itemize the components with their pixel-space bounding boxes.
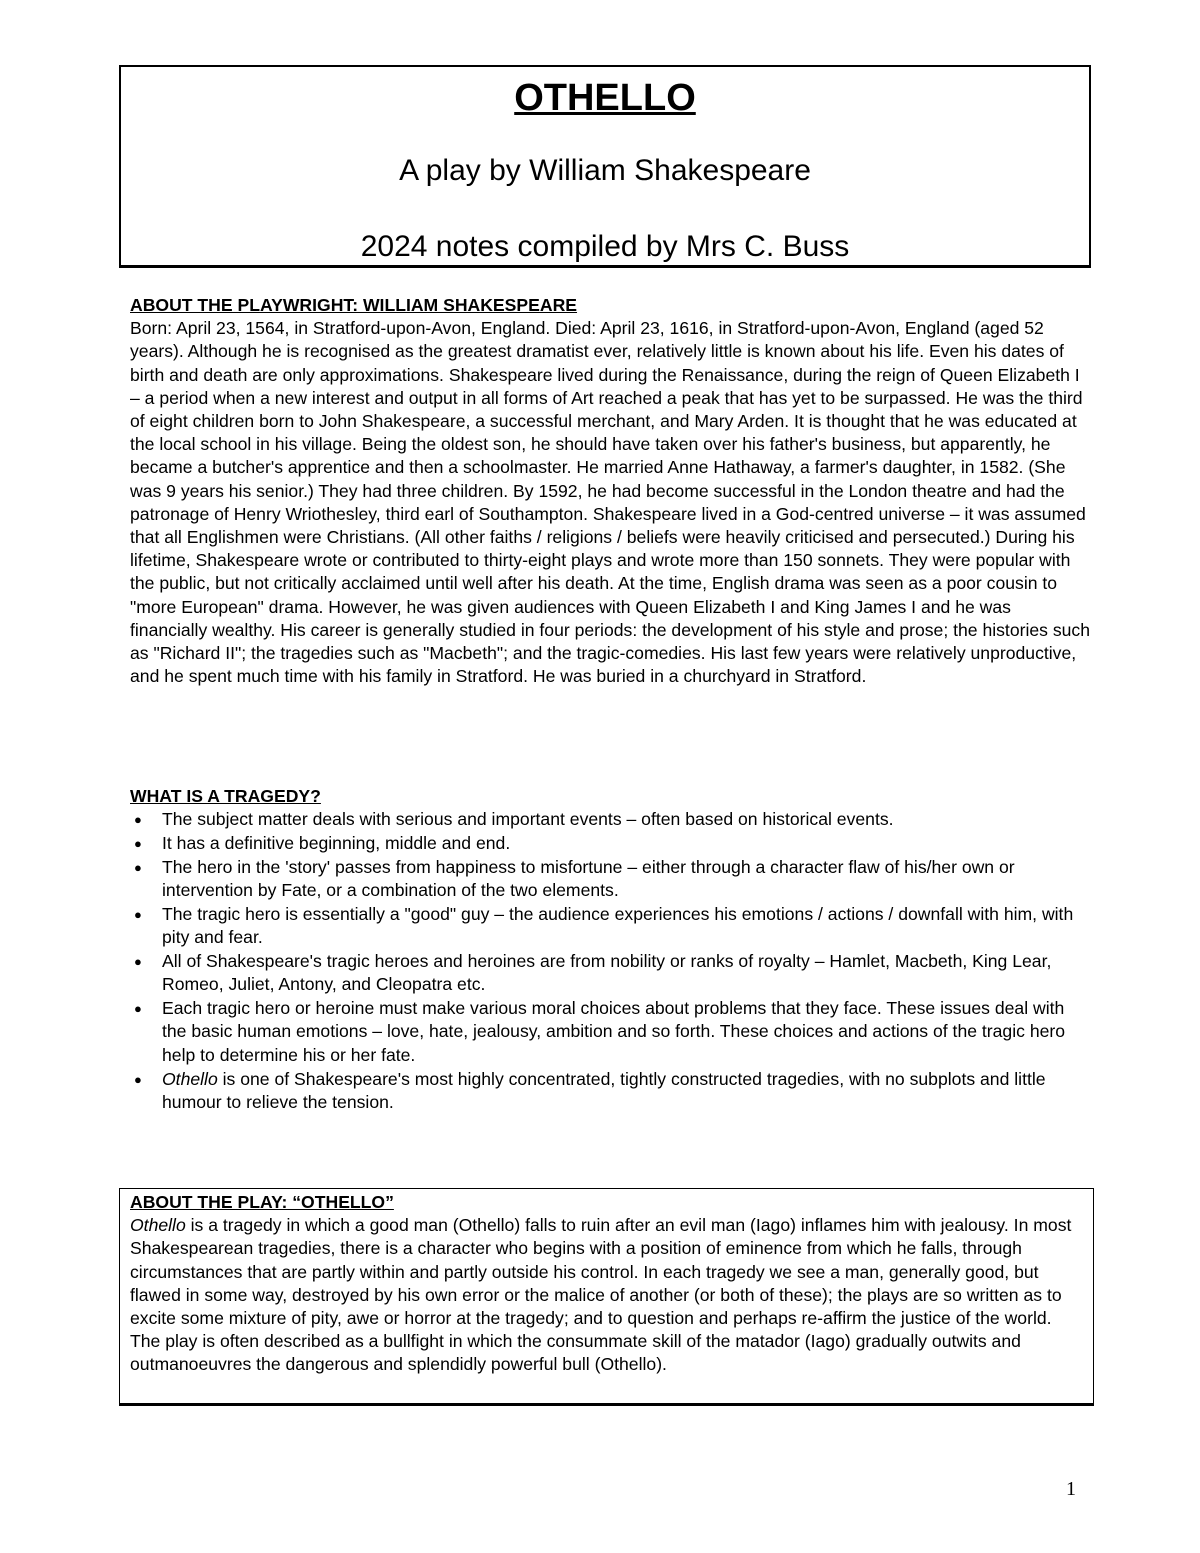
document-subtitle: A play by William Shakespeare [399,154,811,187]
tragedy-bullet-list [130,808,1090,1114]
bullet-text: The subject matter deals with serious and important events – often based on historical events. [162,809,894,830]
bullet-icon: ● [134,812,142,828]
bullet-icon: ● [134,836,142,852]
about-play-box [119,1188,1094,1406]
document-title: OTHELLO [514,77,696,119]
playwright-heading: ABOUT THE PLAYWRIGHT: WILLIAM SHAKESPEARE [130,295,578,315]
list-item [130,808,1090,831]
bullet-icon: ● [134,1001,142,1017]
bullet-text: is one of Shakespeare's most highly concentrated, tightly constructed tragedies, with no subplots and little humour to relieve the tension. [162,1068,1046,1112]
bullet-icon: ● [134,954,142,970]
play-paragraph-2: The play is often described as a bullfight in which the consummate skill of the matador (Iago) gradually outwits and outmanoeuvres the dangerous and splendidly powerful bull (Othello). [130,1331,1021,1375]
bullet-icon: ● [134,859,142,875]
bullet-icon: ● [134,1071,142,1087]
othello-italic: Othello [162,1068,218,1089]
list-item [130,950,1090,996]
compiled-by: 2024 notes compiled by Mrs C. Buss [360,230,850,263]
bullet-icon: ● [134,907,142,923]
tragedy-section [130,785,1090,1115]
play-paragraph-1 [130,1214,1083,1330]
bullet-text: The hero in the 'story' passes from happiness to misfortune – either through a character flaw of his/her own or intervention by Fate, or a combination of the two elements. [162,856,1015,901]
list-item [130,832,1090,855]
about-playwright-section [130,294,1090,688]
play-heading: ABOUT THE PLAY: “OTHELLO” [130,1192,394,1212]
play-paragraph-1-text: is a tragedy in which a good man (Othello) falls to ruin after an evil man (Iago) inflames him with jealousy. In most Shakespearean tragedies, there is a character who begins with a position of eminence from which he falls, through circumstances that are partly within and partly outside his control. In each tragedy we see a man, generally good, but flawed in some way, destroyed by his own error or the malice of another (or both of these); the plays are so written as to excite some mixture of pity, awe or horror at the tragedy; and to question and perhaps re-affirm the justice of the world. [130,1215,1072,1329]
title-box [119,65,1091,268]
othello-italic: Othello [130,1215,186,1236]
list-item [130,903,1090,949]
list-item [130,1068,1090,1114]
playwright-body: Born: April 23, 1564, in Stratford-upon-Avon, England. Died: April 23, 1616, in Stratford-upon-Avon, England (aged 52 years). Although he is recognised as the greatest dramatist ever, relatively little is known about his life. Even his dates of birth and death are only approximations. Shakespeare lived during the Renaissance, during the reign of Queen Elizabeth I – a period when a new interest and output in all forms of Art reached a peak that has yet to be surpassed. He was the third of eight children born to John Shakespeare, a successful merchant, and Mary Arden. It is thought that he was educated at the local school in his village. Being the oldest son, he should have taken over his father's business, but apparently, he became a butcher's apprentice and then a schoolmaster. He married Anne Hathaway, a farmer's daughter, in 1582. (She was 9 years his senior.) They had three children. By 1592, he had become successful in the London theatre and had the patronage of Henry Wriothesley, third earl of Southampton. Shakespeare lived in a God-centred universe – it was assumed that all Englishmen were Christians. (All other faiths / religions / beliefs were heavily criticised and persecuted.) During his lifetime, Shakespeare wrote or contributed to thirty-eight plays and wrote more than 150 sonnets. They were popular with the public, but not critically acclaimed until well after his death. At the time, English drama was seen as a poor cousin to "more European" drama. However, he was given audiences with Queen Elizabeth I and King James I and he was financially wealthy. His career is generally studied in four periods: the development of his style and prose; the histories such as "Richard II"; the tragedies such as "Macbeth"; and the tragic-comedies. His last few years were relatively unproductive, and he spent much time with his family in Stratford. He was buried in a churchyard in Stratford. [130,318,1091,687]
bullet-text: It has a definitive beginning, middle and end. [162,833,511,854]
bullet-text: Each tragic hero or heroine must make various moral choices about problems that they face. These issues deal with the basic human emotions – love, hate, jealousy, ambition and so forth. These choices and actions of the tragic hero help to determine his or her fate. [162,998,1066,1065]
list-item [130,997,1090,1067]
page-number: 1 [1066,1478,1076,1500]
list-item [130,856,1090,902]
bullet-text: All of Shakespeare's tragic heroes and heroines are from nobility or ranks of royalty – Hamlet, Macbeth, King Lear, Romeo, Juliet, Antony, and Cleopatra etc. [162,951,1052,995]
tragedy-heading: WHAT IS A TRAGEDY? [130,786,321,806]
bullet-text: The tragic hero is essentially a "good" guy – the audience experiences his emotions / actions / downfall with him, with pity and fear. [162,904,1074,948]
